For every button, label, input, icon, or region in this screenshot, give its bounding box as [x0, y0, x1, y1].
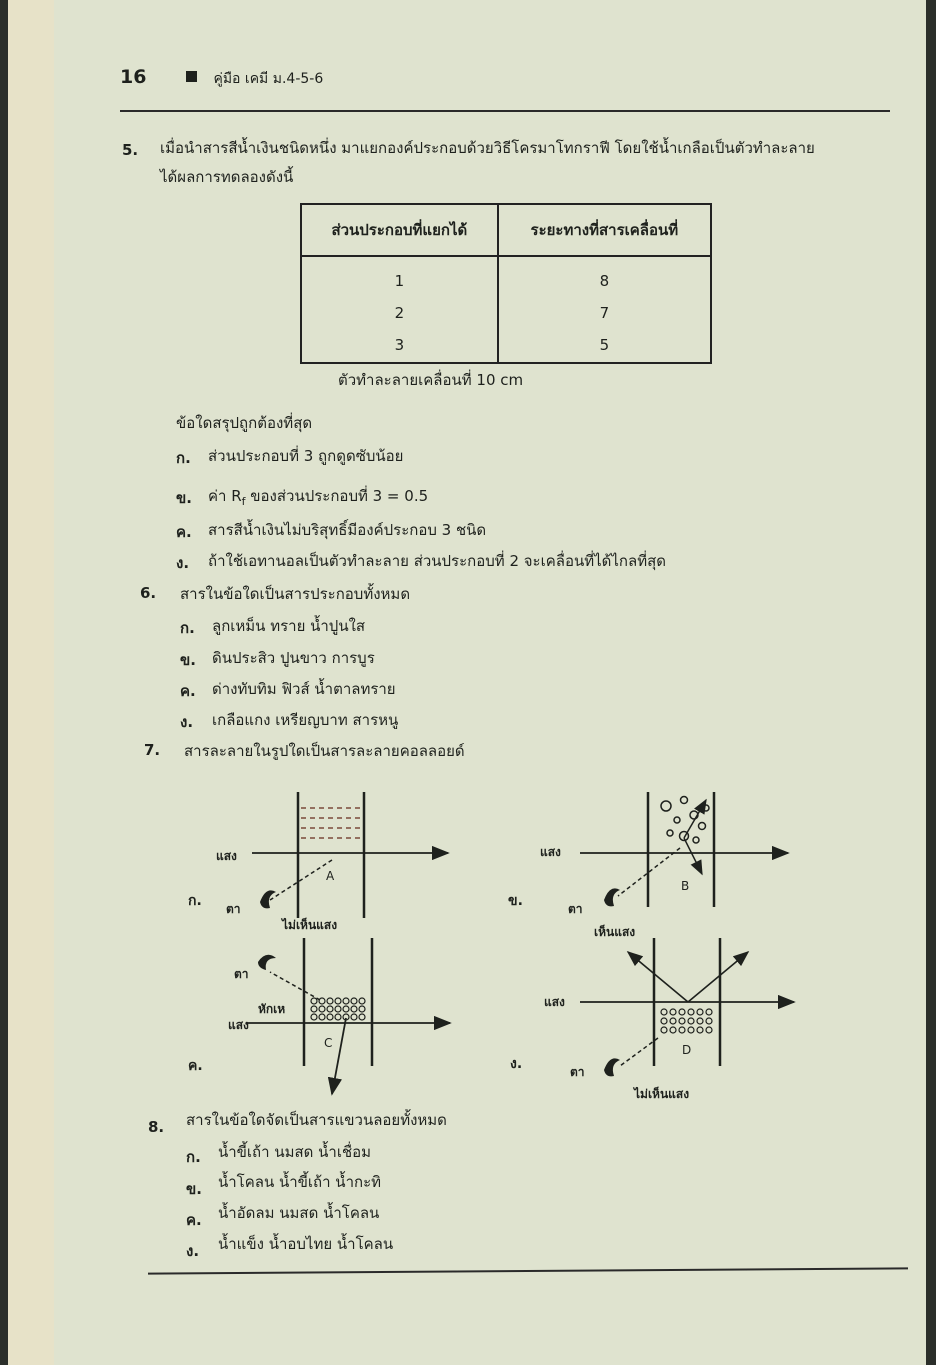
- dissolved-particles: [311, 998, 365, 1020]
- q7-number: 7.: [144, 741, 161, 759]
- rf-rest: ของส่วนประกอบที่ 3 = 0.5: [245, 487, 429, 505]
- eye-icon: [604, 888, 620, 906]
- table-caption: ตัวทำละลายเคลื่อนที่ 10 cm: [338, 371, 524, 389]
- book-title: คู่มือ เคมี ม.4-5-6: [213, 71, 324, 87]
- eye-icon: [258, 955, 276, 970]
- scattered-ray-arrow: [684, 838, 702, 874]
- q6-number: 6.: [140, 584, 157, 602]
- table-cell: 1: [394, 272, 405, 290]
- q6-option-d-label: ง.: [180, 713, 194, 731]
- option-label: ก.: [188, 893, 202, 909]
- q8-option-b-text: น้ำโคลน น้ำขี้เถ้า น้ำกะทิ: [218, 1173, 382, 1191]
- light-label: แสง: [540, 845, 561, 859]
- refracted-ray-arrow: [332, 1018, 346, 1094]
- q8-option-d-label: ง.: [186, 1242, 200, 1260]
- reflected-ray-arrow: [688, 952, 748, 1002]
- sight-line: [270, 860, 332, 900]
- refraction-label: หักเห: [258, 1002, 286, 1016]
- q6-question: สารในข้อใดเป็นสารประกอบทั้งหมด: [180, 585, 411, 603]
- option-label: ค.: [188, 1058, 203, 1074]
- q5-option-c-label: ค.: [176, 523, 192, 541]
- sight-line: [270, 972, 320, 1000]
- q5-option-d-label: ง.: [176, 554, 190, 572]
- q5-option-b-label: ข.: [176, 489, 192, 507]
- diagram-a: [188, 792, 448, 932]
- q6-option-c-label: ค.: [180, 682, 196, 700]
- light-label: แสง: [216, 849, 237, 863]
- container-letter: D: [682, 1043, 692, 1057]
- q8-option-a-text: น้ำขี้เถ้า นมสด น้ำเชื่อม: [218, 1143, 372, 1161]
- q5-number: 5.: [122, 141, 139, 159]
- container-letter: B: [681, 879, 690, 893]
- q8-number: 8.: [148, 1118, 165, 1136]
- table-cell: 7: [599, 304, 610, 322]
- eye-icon: [604, 1058, 620, 1076]
- eye-label: ตา: [234, 967, 249, 981]
- eye-label: ตา: [226, 902, 241, 916]
- container-letter: C: [324, 1036, 333, 1050]
- solution-lines: [301, 808, 362, 838]
- q8-option-b-label: ข.: [186, 1180, 202, 1198]
- q8-option-c-label: ค.: [186, 1211, 202, 1229]
- table-cell: 8: [599, 272, 610, 290]
- rf-subscript: f: [241, 495, 246, 508]
- q5-option-c-text: สารสีน้ำเงินไม่บริสุทธิ์มีองค์ประกอบ 3 ชนิด: [208, 521, 487, 539]
- dissolved-particles: [661, 1009, 712, 1033]
- reflected-ray-arrow: [628, 952, 688, 1002]
- option-label: ง.: [510, 1056, 523, 1072]
- light-label: แสง: [228, 1018, 249, 1032]
- q6-option-c-text: ด่างทับทิม ฟิวส์ น้ำตาลทราย: [212, 680, 396, 698]
- table-cell: 2: [394, 304, 405, 322]
- table-cell: 5: [599, 336, 610, 354]
- table-cell: 3: [394, 336, 405, 354]
- q5-line1: เมื่อนำสารสีน้ำเงินชนิดหนึ่ง มาแยกองค์ประกอบด้วยวิธีโครมาโทกราฟี โดยใช้น้ำเกลือเป็นตัวทำละลาย: [160, 139, 815, 157]
- q5-option-a-label: ก.: [176, 449, 191, 467]
- eye-label: ตา: [570, 1065, 585, 1079]
- page-number: 16: [120, 66, 147, 88]
- q6-option-a-label: ก.: [180, 619, 195, 637]
- light-label: แสง: [544, 995, 565, 1009]
- diagram-d: [510, 938, 794, 1101]
- light-scattering-diagrams: [8, 0, 926, 1365]
- q8-question: สารในข้อใดจัดเป็นสารแขวนลอยทั้งหมด: [186, 1111, 447, 1129]
- q8-option-d-text: น้ำแข็ง น้ำอบไทย น้ำโคลน: [218, 1235, 394, 1253]
- diagram-c: [188, 938, 450, 1094]
- eye-icon: [260, 890, 276, 908]
- q5-line2: ได้ผลการทดลองดังนี้: [160, 168, 294, 186]
- eye-label: ตา: [568, 902, 583, 916]
- q5-option-a-text: ส่วนประกอบที่ 3 ถูกดูดซับน้อย: [208, 447, 404, 465]
- container-letter: A: [326, 869, 335, 883]
- q6-option-b-text: ดินประสิว ปูนขาว การบูร: [212, 649, 375, 667]
- q7-question: สารละลายในรูปใดเป็นสารละลายคอลลอยด์: [184, 742, 465, 760]
- q6-option-b-label: ข.: [180, 651, 196, 669]
- q5-option-d-text: ถ้าใช้เอทานอลเป็นตัวทำละลาย ส่วนประกอบที่ 2 จะเคลื่อนที่ได้ไกลที่สุด: [208, 552, 666, 570]
- scattered-ray-arrow: [684, 800, 706, 838]
- q6-option-d-text: เกลือแกง เหรียญบาท สารหนู: [212, 711, 399, 729]
- rf-symbol: ค่า R: [208, 487, 242, 505]
- sight-line: [620, 1038, 658, 1066]
- book-page: [8, 0, 926, 1365]
- option-label: ข.: [508, 893, 523, 909]
- q6-option-a-text: ลูกเหม็น ทราย น้ำปูนใส: [212, 617, 366, 635]
- q5-prompt: ข้อใดสรุปถูกต้องที่สุด: [176, 414, 313, 432]
- q8-option-c-text: น้ำอัดลม นมสด น้ำโคลน: [218, 1204, 380, 1222]
- result-label: ไม่เห็นแสง: [282, 918, 338, 932]
- q8-option-a-label: ก.: [186, 1148, 201, 1166]
- table-header-component: ส่วนประกอบที่แยกได้: [301, 204, 498, 256]
- diagram-b: [508, 792, 788, 939]
- result-label: เห็นแสง: [594, 925, 636, 939]
- table-header-distance: ระยะทางที่สารเคลื่อนที่: [498, 204, 711, 256]
- result-label: ไม่เห็นแสง: [634, 1087, 690, 1101]
